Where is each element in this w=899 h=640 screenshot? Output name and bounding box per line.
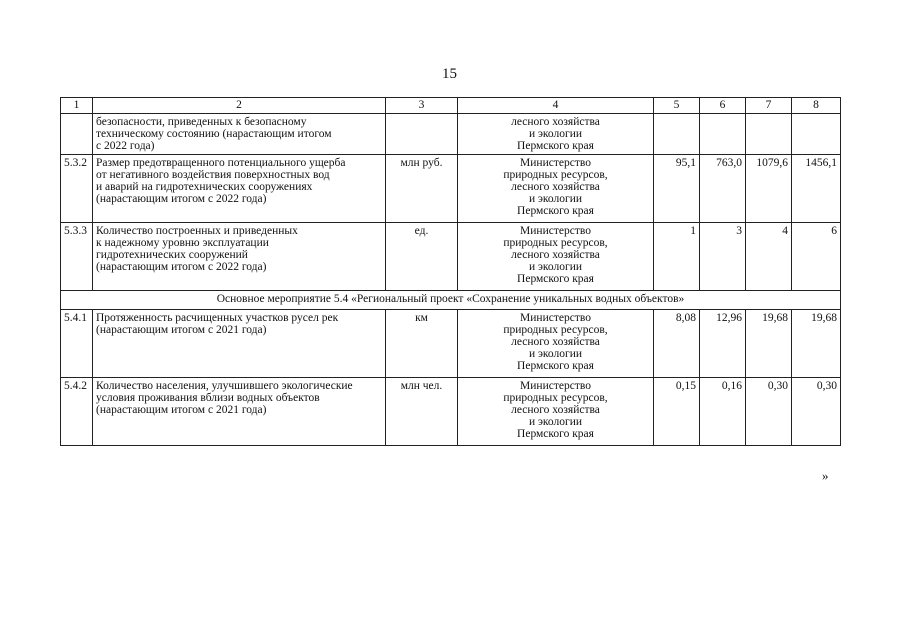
responsible-org: лесного хозяйства и экологии Пермского края (458, 114, 654, 155)
responsible-org: Министерство природных ресурсов, лесного хозяйства и экологии Пермского края (458, 223, 654, 291)
value-col-6: 12,96 (700, 310, 746, 378)
indicator-name: Размер предотвращенного потенциального ущерба от негативного воздействия поверхностных вод и аварий на гидротехнических сооружениях (нарастающим итогом с 2022 года) (93, 155, 386, 223)
unit-cell: км (386, 310, 458, 378)
value-col-8: 1456,1 (792, 155, 841, 223)
header-cell-8: 8 (792, 98, 841, 114)
row-number: 5.4.1 (61, 310, 93, 378)
value-col-8: 6 (792, 223, 841, 291)
closing-quote-mark: » (822, 468, 829, 483)
value-col-8: 0,30 (792, 378, 841, 446)
value-col-6: 0,16 (700, 378, 746, 446)
value-col-5 (654, 114, 700, 155)
value-col-7: 0,30 (746, 378, 792, 446)
table-header-row (61, 98, 841, 114)
value-col-7: 19,68 (746, 310, 792, 378)
table-row (61, 378, 841, 446)
value-col-6 (700, 114, 746, 155)
header-cell-2: 2 (93, 98, 386, 114)
row-number: 5.3.2 (61, 155, 93, 223)
indicator-name: Протяженность расчищенных участков русел рек (нарастающим итогом с 2021 года) (93, 310, 386, 378)
table-row (61, 223, 841, 291)
indicator-name: Количество населения, улучшившего экологические условия проживания вблизи водных объектов (нарастающим итогом с 2021 года) (93, 378, 386, 446)
page-number: 15 (442, 66, 457, 82)
responsible-org: Министерство природных ресурсов, лесного хозяйства и экологии Пермского края (458, 155, 654, 223)
value-col-8 (792, 114, 841, 155)
section-row (61, 291, 841, 310)
value-col-5: 95,1 (654, 155, 700, 223)
unit-cell: млн чел. (386, 378, 458, 446)
indicator-name: Количество построенных и приведенных к надежному уровню эксплуатации гидротехнических сооружений (нарастающим итогом с 2022 года) (93, 223, 386, 291)
value-col-7 (746, 114, 792, 155)
indicator-name: безопасности, приведенных к безопасному техническому состоянию (нарастающим итогом с 2022 года) (93, 114, 386, 155)
header-cell-5: 5 (654, 98, 700, 114)
row-number: 5.3.3 (61, 223, 93, 291)
header-cell-3: 3 (386, 98, 458, 114)
table-row (61, 114, 841, 155)
value-col-5: 1 (654, 223, 700, 291)
value-col-8: 19,68 (792, 310, 841, 378)
section-title: Основное мероприятие 5.4 «Региональный проект «Сохранение уникальных водных объектов» (61, 291, 841, 310)
header-cell-7: 7 (746, 98, 792, 114)
value-col-5: 8,08 (654, 310, 700, 378)
responsible-org: Министерство природных ресурсов, лесного хозяйства и экологии Пермского края (458, 378, 654, 446)
unit-cell: млн руб. (386, 155, 458, 223)
header-cell-6: 6 (700, 98, 746, 114)
value-col-5: 0,15 (654, 378, 700, 446)
value-col-7: 1079,6 (746, 155, 792, 223)
unit-cell: ед. (386, 223, 458, 291)
header-cell-4: 4 (458, 98, 654, 114)
row-number: 5.4.2 (61, 378, 93, 446)
table-row (61, 310, 841, 378)
unit-cell (386, 114, 458, 155)
table-row (61, 155, 841, 223)
indicators-table (60, 97, 841, 446)
header-cell-1: 1 (61, 98, 93, 114)
value-col-6: 763,0 (700, 155, 746, 223)
row-number (61, 114, 93, 155)
responsible-org: Министерство природных ресурсов, лесного хозяйства и экологии Пермского края (458, 310, 654, 378)
value-col-6: 3 (700, 223, 746, 291)
value-col-7: 4 (746, 223, 792, 291)
